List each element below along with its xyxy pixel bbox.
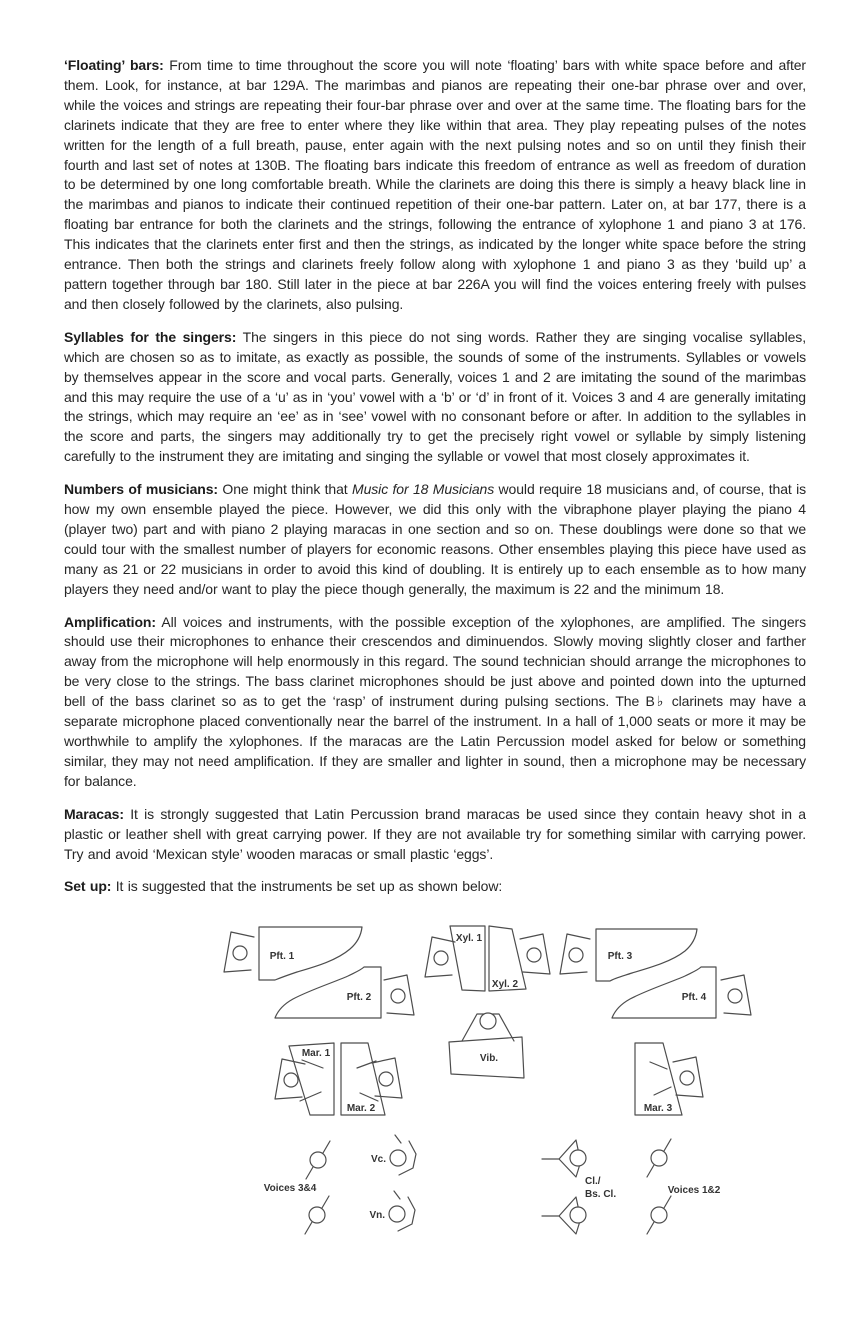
paragraph-maracas (64, 805, 806, 865)
paragraph-lead-maracas: Maracas: (64, 805, 124, 822)
marimba-3 (635, 1043, 682, 1115)
vibraphone-label: Vib. (479, 1053, 499, 1065)
xylophone-1 (450, 926, 485, 991)
marimba-3-player-icon (673, 1057, 703, 1097)
stage-setup-diagram (64, 910, 864, 1262)
paragraph-lead-syllables: Syllables for the singers: (64, 328, 237, 345)
paragraph-lead-set-up: Set up: (64, 878, 112, 895)
piano-4-player-icon (721, 975, 751, 1015)
cello-player-icon (390, 1135, 416, 1175)
voices-3-4-label: Voices 3&4 (263, 1183, 317, 1195)
paragraph-body-syllables: The singers in this piece do not sing words. Rather they are singing vocalise syllables, which are chosen so as to imitate, as exactly as possible, the sounds of some of the instruments. Syllables or vowels by themselves appear in the score and vocal parts. Generally, voices 1 and 2 are imitating the sound of the marimbas and this may require the use of a ‘u’ as in ‘you’ vowel with a ‘b’ or ‘d’ in front of it. Voices 3 and 4 are generally imitating the strings, which may require an ‘ee’ as in ‘see’ vowel with no consonant before or after. In addition to the syllables in the score and parts, the singers may additionally try to get the precisely right vowel or syllable by simply listening carefully to the instrument they are imitating and singing the syllable or vowel that most closely approximates it. (64, 328, 806, 465)
clarinet-1-player-icon (542, 1140, 586, 1177)
piano-3 (596, 929, 697, 981)
xylophone-1-label: Xyl. 1 (455, 933, 483, 945)
paragraph-set-up (64, 877, 806, 897)
marimba-2-mallet-marks (357, 1061, 378, 1101)
paragraph-body-maracas: It is strongly suggested that Latin Percussion brand maracas be used since they contain heavy shot in a plastic or leather shell with great carrying power. If they are not available try for something similar with carrying power. Try and avoid ‘Mexican style’ wooden maracas or small plastic ‘eggs’. (64, 805, 806, 862)
paragraph-lead-amplification: Amplification: (64, 613, 156, 630)
paragraph-floating-bars (64, 56, 806, 315)
marimba-2-label: Mar. 2 (346, 1103, 376, 1115)
piano-1 (259, 927, 362, 980)
voices-1-2-label: Voices 1&2 (667, 1185, 721, 1197)
piano-3-label: Pft. 3 (607, 951, 633, 963)
cello-label: Vc. (370, 1154, 386, 1166)
marimba-2 (341, 1043, 385, 1115)
paragraph-syllables (64, 328, 806, 467)
marimba-1-player-icon (275, 1059, 305, 1099)
work-title-italic: Music for 18 Musicians (352, 481, 495, 498)
marimba-3-label: Mar. 3 (643, 1103, 673, 1115)
piano-2-player-icon (384, 975, 414, 1015)
piano-1-player-icon (224, 932, 254, 972)
paragraph-body-floating-bars: From time to time throughout the score you will note ‘floating’ bars with white space before and after them. Look, for instance, at bar 129A. The marimbas and pianos are repeating their one-bar phrase over and over, while the voices and strings are repeating their four-bar phrase over and over at the same time. The floating bars for the clarinets indicate that they are free to enter where they like within that area. They play repeating pulses of the notes written for the length of a full breath, pause, enter again with the next pulsing notes and so on until they finish their fourth and last set of notes at 130B. The floating bars indicate this freedom of entrance as well as freedom of duration to be determined by one long comfortable breath. While the clarinets are doing this there is simply a heavy black line in the marimbas and pianos to indicate their continued repetition of their one-bar pattern. Later on, at bar 177, there is a floating bar entrance for both the clarinets and the strings, following the entrance of xylophone 1 and piano 3 at 176. This indicates that the clarinets enter first and then the strings, as indicated by the longer white space before the string entrance. Then both the strings and clarinets freely follow along with xylophone 1 and piano 3 as they ‘build up’ a pattern together through bar 180. Still later in the piece at bar 226A you will find the voices entering freely with pulses and then closely followed by the clarinets, also pulsing. (64, 57, 806, 312)
paragraph-body-set-up: It is suggested that the instruments be set up as shown below: (111, 878, 503, 895)
violin-player-icon (389, 1191, 415, 1231)
vibraphone-player-icon (462, 1013, 514, 1041)
voice-1-icon (647, 1139, 671, 1177)
marimba-1-label: Mar. 1 (301, 1048, 331, 1060)
piano-4-label: Pft. 4 (681, 992, 707, 1004)
vibraphone (449, 1037, 524, 1078)
voice-2-icon (647, 1196, 671, 1234)
paragraph-body-numbers-post: would require 18 musicians and, of course, that is how my own ensemble played the piece. However, we did this only with the vibraphone player playing the piano 4 (player two) part and with piano 2 playing maracas in one section and so on. These doublings were done so that we could tour with the smallest number of players for economic reasons. Other ensembles playing this piece have used as many as 21 or 22 musicians in order to avoid this kind of doubling. It is entirely up to each ensemble as to how many players they need and/or want to play the piece though generally, the maximum is 22 and the minimum 18. (64, 481, 807, 597)
piano-2-label: Pft. 2 (346, 992, 372, 1004)
violin-label: Vn. (369, 1210, 385, 1222)
paragraph-lead-floating-bars: ‘Floating’ bars: (64, 57, 164, 73)
xylophone-2 (489, 926, 526, 991)
piano-1-label: Pft. 1 (269, 951, 295, 963)
xylophone-2-label: Xyl. 2 (491, 979, 519, 991)
clarinet-label-line1: Cl./ (585, 1176, 601, 1188)
xylophone-2-player-icon (520, 934, 550, 974)
paragraph-amplification (64, 613, 806, 792)
clarinet-2-player-icon (542, 1197, 586, 1234)
marimba-3-mallet-marks (650, 1062, 671, 1095)
paragraph-body-numbers-pre: One might think that (217, 481, 353, 498)
xylophone-1-player-icon (425, 937, 455, 977)
paragraph-body-amplification: All voices and instruments, with the possible exception of the xylophones, are amplified. The singers should use their microphones to enhance their crescendos and diminuendos. Slowly moving slightly closer and farther away from the microphone will help enormously in this regard. The sound technician should arrange the microphones to be very close to the strings. The bass clarinet microphones should be just above and pointed down into the upturned bell of the bass clarinet so as to get the ‘rasp’ of instrument during pulsing sections. The B♭ clarinets may have a separate microphone placed conventionally near the barrel of the instrument. In a hall of 1,000 seats or more it may be worthwhile to amplify the xylophones. If the maracas are the Latin Percussion model asked for below or something similar, they may not need amplification. If they are smaller and lighter in sound, then a microphone may be necessary for balance. (64, 613, 806, 789)
piano-3-player-icon (560, 934, 590, 974)
clarinet-label-line2: Bs. Cl. (585, 1189, 617, 1201)
paragraph-numbers-of-musicians (64, 480, 806, 599)
voice-4-icon (305, 1196, 329, 1234)
paragraph-lead-numbers: Numbers of musicians: (64, 481, 218, 498)
voice-3-icon (306, 1141, 330, 1179)
